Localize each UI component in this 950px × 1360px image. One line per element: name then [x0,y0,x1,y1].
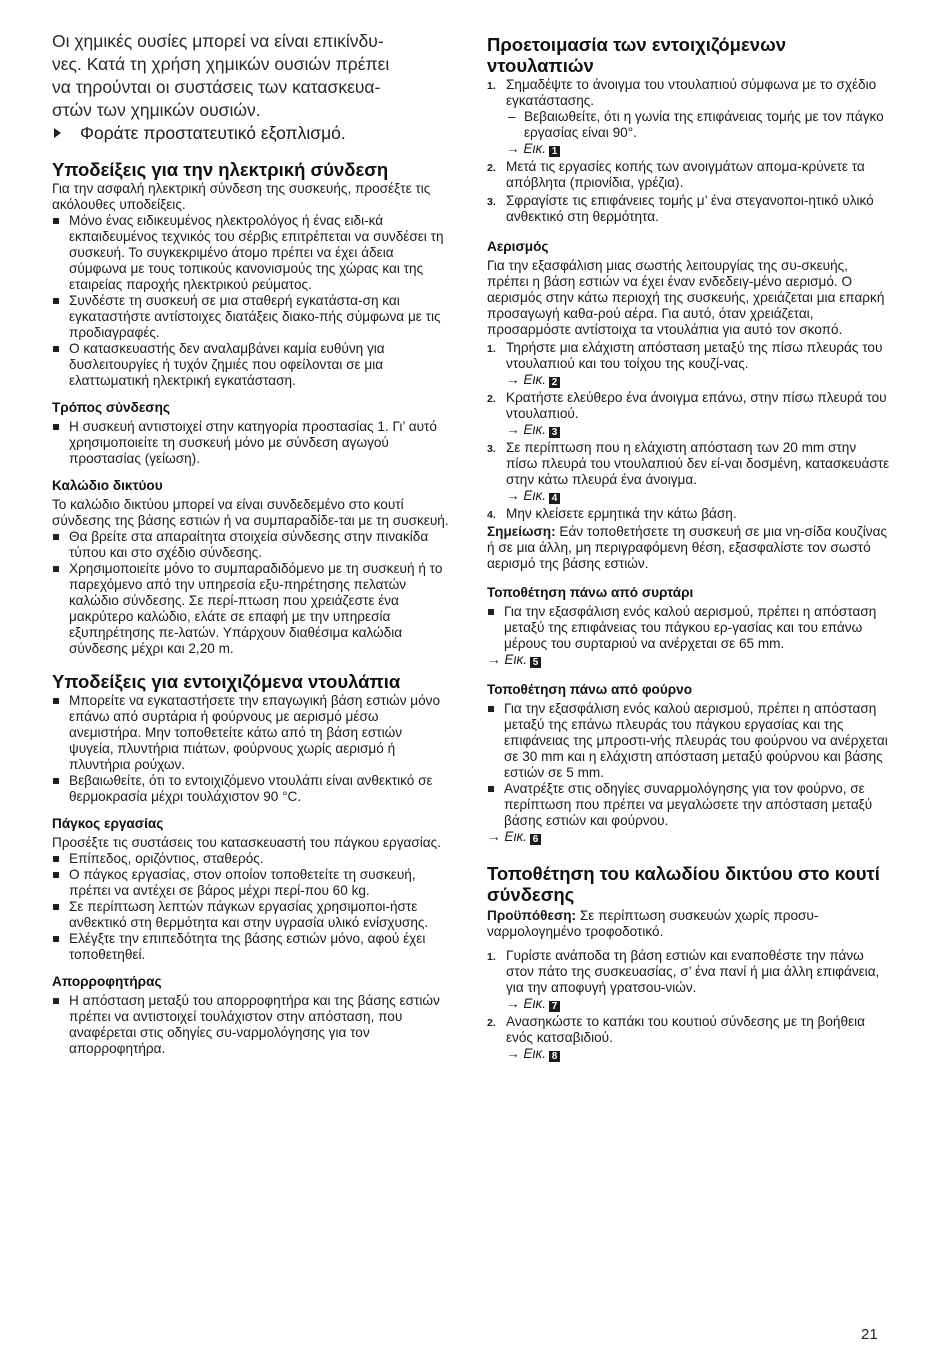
square-bullet-icon [53,698,59,704]
list-item: Η απόσταση μεταξύ του απορροφητήρα και της βάσης εστιών πρέπει να αντιστοιχεί τουλάχιστον στην απόσταση, που αναφέρεται στις οδηγίες συ-ναρμολόγησης για τον απορροφητήρα. [52,993,450,1057]
list-item: Ο κατασκευαστής δεν αναλαμβάνει καμία ευθύνη για δυσλειτουργίες ή τυχόν ζημιές που οφείλονται σε μια ελαττωματική ηλεκτρική εγκατάσταση. [52,341,450,389]
electric-text: Για την ασφαλή ηλεκτρική σύνδεση της συσκευής, προσέξτε τις ακόλουθες υποδείξεις. [52,181,431,212]
square-bullet-icon [488,706,494,712]
square-bullet-icon [53,424,59,430]
figure-number-badge: 1 [549,146,560,157]
square-bullet-icon [488,609,494,615]
worktop-text: Προσέξτε τις συστάσεις του κατασκευαστή του πάγκου εργασίας. [52,835,441,850]
subsection-title-vent: Αερισμός [487,239,549,254]
figure-number-badge: 8 [549,1051,560,1062]
cable-text: Το καλώδιο δικτύου μπορεί να είναι συνδεδεμένο στο κουτί σύνδεσης της βάσης εστιών ή να συμπαραδίδε-ται με τη συσκευή. [52,497,449,528]
page-number: 21 [861,1326,878,1343]
cabinets-bullets [52,693,450,805]
section-title-cable-box: Τοποθέτηση του καλωδίου δικτύου στο κουτί σύνδεσης [487,863,880,905]
electric-bullets [52,213,450,389]
right-column [487,30,890,1064]
hood-bullets [52,993,450,1057]
list-item: Επίπεδος, οριζόντιος, σταθερός. [52,851,450,867]
subsection-title-cable: Καλώδιο δικτύου [52,478,163,493]
figure-reference: → Εικ. 7 [506,996,890,1012]
left-column [52,30,450,1057]
section-title-cabinets: Υποδείξεις για εντοιχιζόμενα ντουλάπια [52,671,401,692]
list-item: Μπορείτε να εγκαταστήσετε την επαγωγική βάση εστιών μόνο επάνω από συρτάρια ή φούρνους με αερισμό μέσω ανεμιστήρα. Μην τοποθετείτε κάτω από τη βάση εστιών ψυγεία, πλυντήρια πιάτων, φούρνους χωρίς αερισμό ή πλυντήρια ρούχων. [52,693,450,773]
square-bullet-icon [53,298,59,304]
list-item: 2. Κρατήστε ελεύθερο ένα άνοιγμα επάνω, στην πίσω πλευρά του ντουλαπιού. → Εικ. 3 [487,390,890,438]
square-bullet-icon [53,872,59,878]
figure-reference: → Εικ. 3 [506,422,890,438]
list-item: Ελέγξτε την επιπεδότητα της βάσης εστιών μόνο, αφού έχει τοποθετηθεί. [52,931,450,963]
square-bullet-icon [488,786,494,792]
list-item: Ο πάγκος εργασίας, στον οποίον τοποθετείτε τη συσκευή, πρέπει να αντέχει σε βάρος μέχρι περί-που 60 kg. [52,867,450,899]
list-item: 3. Σφραγίστε τις επιφάνειες τομής μ’ ένα στεγανοποι-ητικό υλικό ανθεκτικό στη θερμότητα. [487,193,874,224]
vent-note [487,524,890,572]
oven-bullets [487,701,890,829]
subsection-title-drawer: Τοποθέτηση πάνω από συρτάρι [487,585,694,600]
list-item: 4. Μην κλείσετε ερμητικά την κάτω βάση. [487,506,737,521]
square-bullet-icon [53,218,59,224]
list-item: 3. Σε περίπτωση που η ελάχιστη απόσταση των 20 mm στην πίσω πλευρά του ντουλαπιού δεν εί-ναι δοσμένη, κατασκευάστε στην κάτω πλευρά ένα άνοιγμα. → Εικ. 4 [487,440,890,504]
list-item: 1. Τηρήστε μια ελάχιστη απόσταση μεταξύ της πίσω πλευράς του ντουλαπιού και του τοίχου της κουζί-νας. → Εικ. 2 [487,340,890,388]
list-item: 2. Μετά τις εργασίες κοπής των ανοιγμάτων απομα-κρύνετε τα απόβλητα (πριονίδια, γρέζια). [487,159,865,190]
list-item: 1. Σημαδέψτε το άνοιγμα του ντουλαπιού σύμφωνα με το σχέδιο εγκατάστασης. – Βεβαιωθείτε, ότι η γωνία της επιφάνειας τομής με τον πάγκο εργασίας είναι 90°. → Εικ. 1 [487,77,890,157]
intro-line: νες. Κατά τη χρήση χημικών ουσιών πρέπει [52,54,390,74]
list-item: Για την εξασφάλιση ενός καλού αερισμού, πρέπει η απόσταση μεταξύ της επιφάνειας του πάγκου ερ-γασίας και του επάνω μέρους του συρταριού να ανέρχεται σε 65 mm. [487,604,890,652]
drawer-bullets [487,604,890,652]
square-bullet-icon [53,904,59,910]
list-item: Για την εξασφάλιση ενός καλού αερισμού, πρέπει η απόσταση μεταξύ της επάνω πλευράς του πάγκου εργασίας και της επιφάνειας της μπροστι-νής πλευράς του φούρνου να ανέρχεται σε 30 mm και η ελάχιστη απόσταση μεταξύ φούρνου και βάσης εστιών σε 5 mm. [487,701,890,781]
figure-number-badge: 7 [549,1001,560,1012]
square-bullet-icon [53,936,59,942]
worktop-bullets [52,851,450,963]
intro-step-text: Φοράτε προστατευτικό εξοπλισμό. [80,123,346,143]
cable-box-steps [487,948,890,1062]
square-bullet-icon [53,566,59,572]
figure-reference: → Εικ. 8 [506,1046,890,1062]
figure-reference: → Εικ. 1 [506,141,890,157]
square-bullet-icon [53,346,59,352]
square-bullet-icon [53,998,59,1004]
figure-number-badge: 2 [549,377,560,388]
list-item: 2. Ανασηκώστε το καπάκι του κουτιού σύνδεσης με τη βοήθεια ενός κατσαβιδιού. → Εικ. 8 [487,1014,890,1062]
figure-number-badge: 6 [530,834,541,845]
figure-reference: → Εικ. 5 [487,652,890,668]
list-item: Μόνο ένας ειδικευμένος ηλεκτρολόγος ή ένας ειδι-κά εκπαιδευμένος τεχνικός του σέρβις επιτρέπεται να συνδέσει τη συσκευή. Το συγκεκριμένο άτομο πρέπει να έχει άδεια σύμφωνα με τους τοπικούς κανονισμούς της χώρας και της εταιρείας παροχής ηλεκτρικού ρεύματος. [52,213,450,293]
section-title-electric: Υποδείξεις για την ηλεκτρική σύνδεση [52,159,389,180]
intro-line: στών των χημικών ουσιών. [52,100,261,120]
figure-reference: → Εικ. 4 [506,488,890,504]
subsection-title-worktop: Πάγκος εργασίας [52,816,164,831]
dash-item: – Βεβαιωθείτε, ότι η γωνία της επιφάνειας τομής με τον πάγκο εργασίας είναι 90°. [508,109,884,140]
section-title-prep: Προετοιμασία των εντοιχιζόμενων ντουλαπιών [487,34,786,76]
list-item: Χρησιμοποιείτε μόνο το συμπαραδιδόμενο με τη συσκευή ή το παρεχόμενο από την υπηρεσία εξυ-πηρέτησης πελατών καλώδιο σύνδεσης. Σε περί-πτωση που χρειάζεστε ένα μακρύτερο καλώδιο, ελάτε σε επαφή με την υπηρεσία εξυπηρέτησης πε-λατών. Υπάρχουν διαθέσιμα καλώδια σύνδεσης μέχρι και 2,20 m. [52,561,450,657]
subsection-title-oven: Τοποθέτηση πάνω από φούρνο [487,682,693,697]
figure-reference: → Εικ. 6 [487,829,890,845]
square-bullet-icon [53,856,59,862]
figure-number-badge: 4 [549,493,560,504]
square-bullet-icon [53,778,59,784]
precondition-label: Προϋπόθεση: [487,908,577,923]
subsection-title-hood: Απορροφητήρας [52,974,162,989]
cable-bullets [52,529,450,657]
triangle-bullet-icon [54,128,61,138]
note-text: Εάν τοποθετήσετε τη συσκευή σε μια νη-σίδα κουζίνας ή σε μια άλλη, μη περιγραφόμενη θέση, εξασφαλίστε τον σωστό αερισμό της βάσης εστιών. [487,524,888,571]
square-bullet-icon [53,534,59,540]
vent-steps [487,340,890,522]
intro-line: να τηρούνται οι συστάσεις των κατασκευα- [52,77,381,97]
figure-number-badge: 3 [549,427,560,438]
figure-number-badge: 5 [530,657,541,668]
prep-steps [487,77,890,225]
precondition-text: Σε περίπτωση συσκευών χωρίς προσυ-ναρμολογημένο τροφοδοτικό. [487,908,819,939]
note-label: Σημείωση: [487,524,556,539]
list-item: Συνδέστε τη συσκευή σε μια σταθερή εγκατάστα-ση και εγκαταστήστε αντίστοιχες διατάξεις διακο-πής σύμφωνα με τις προδιαγραφές. [52,293,450,341]
subsection-title-connection: Τρόπος σύνδεσης [52,400,170,415]
list-item: Ανατρέξτε στις οδηγίες συναρμολόγησης για τον φούρνο, σε περίπτωση που πρέπει να μεγαλώσετε την απόσταση μεταξύ βάσης εστιών και φούρνου. [487,781,890,829]
list-item: 1. Γυρίστε ανάποδα τη βάση εστιών και εναποθέστε την πάνω στον πάτο της συσκευασίας, σ’ ένα πανί ή μια άλλη επιφάνεια, για την αποφυγή γρατσου-νιών. → Εικ. 7 [487,948,890,1012]
connection-bullets [52,419,450,467]
precondition [487,908,890,940]
list-item: Βεβαιωθείτε, ότι το εντοιχιζόμενο ντουλάπι είναι ανθεκτικό σε θερμοκρασία μέχρι τουλάχιστον 90 °C. [52,773,450,805]
list-item: Σε περίπτωση λεπτών πάγκων εργασίας χρησιμοποι-ήστε ανθεκτικό στη θερμότητα και στην υγρασία υλικό ενίσχυσης. [52,899,450,931]
list-item: Θα βρείτε στα απαραίτητα στοιχεία σύνδεσης στην πινακίδα τύπου και στο σχέδιο σύνδεσης. [52,529,450,561]
list-item: Η συσκευή αντιστοιχεί στην κατηγορία προστασίας 1. Γι’ αυτό χρησιμοποιείτε τη συσκευή μόνο με σύνδεση αγωγού προστασίας (γείωση). [52,419,450,467]
figure-reference: → Εικ. 2 [506,372,890,388]
intro-line: Οι χημικές ουσίες μπορεί να είναι επικίνδυ- [52,31,384,51]
intro-step [52,122,450,145]
vent-text: Για την εξασφάλιση μιας σωστής λειτουργίας της συ-σκευής, πρέπει η βάση εστιών να έχει έναν ενδεδειγ-μένο αερισμό. Ο αερισμός στην κάτω περιοχή της συσκευής, χρειάζεται μια επαρκή προσαγωγή καθα-ρού αέρα. Για αυτό, όταν χρειάζεται, προσαρμόστε αντίστοιχα τα ντουλάπια για αυτό τον σκοπό. [487,258,885,337]
